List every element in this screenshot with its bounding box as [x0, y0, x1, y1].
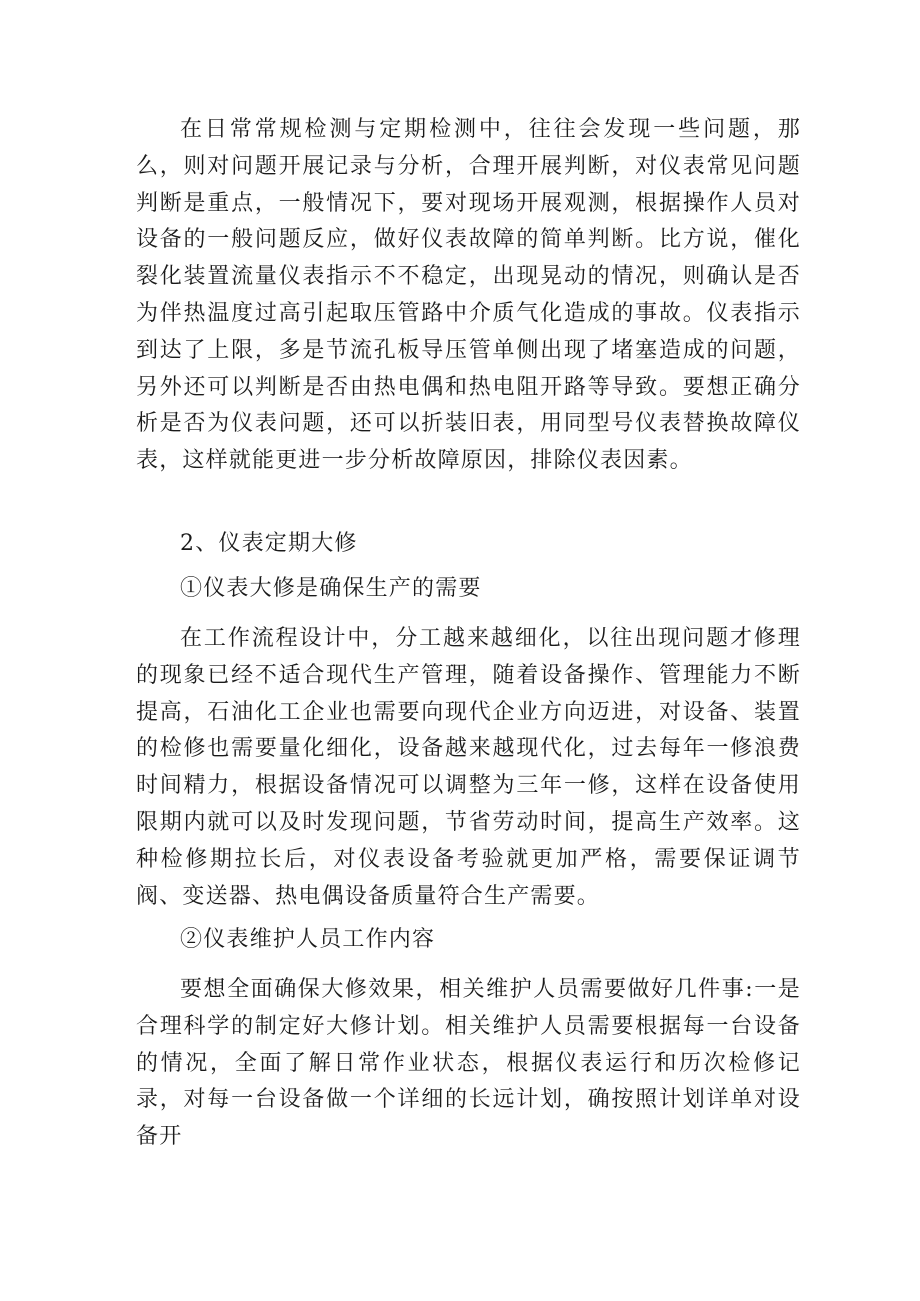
body-paragraph-inspection: 在日常常规检测与定期检测中，往往会发现一些问题，那么，则对问题开展记录与分析，合理开展判断，对仪表常见问题判断是重点，一般情况下，要对现场开展观测，根据操作人员对设备的一般问题反应，做好仪表故障的简单判断。比方说，催化裂化装置流量仪表指示不不稳定，出现晃动的情况，则确认是否为伴热温度过高引起取压管路中介质气化造成的事故。仪表指示到达了上限，多是节流孔板导压管单侧出现了堵塞造成的问题，另外还可以判断是否由热电偶和热电阻开路等导致。要想正确分析是否为仪表问题，还可以折装旧表，用同型号仪表替换故障仪表，这样就能更进一步分析故障原因，排除仪表因素。	[136, 117, 801, 474]
section-heading-overhaul: 2、仪表定期大修	[180, 531, 358, 556]
subheading-maintenance-staff: ②仪表维护人员工作内容	[180, 927, 436, 952]
subheading-overhaul-need: ①仪表大修是确保生产的需要	[180, 576, 482, 601]
body-paragraph-workflow: 在工作流程设计中，分工越来越细化，以往出现问题才修理的现象已经不适合现代生产管理，随着设备操作、管理能力不断提高，石油化工企业也需要向现代企业方向迈进，对设备、装置的检修也需要量化细化，设备越来越现代化，过去每年一修浪费时间精力，根据设备情况可以调整为三年一修，这样在设备使用限期内就可以及时发现问题，节省劳动时间，提高生产效率。这种检修期拉长后，对仪表设备考验就更加严格，需要保证调节阀、变送器、热电偶设备质量符合生产需要。	[136, 626, 801, 909]
body-paragraph-maintenance-plan: 要想全面确保大修效果，相关维护人员需要做好几件事:一是合理科学的制定好大修计划。相关维护人员需要根据每一台设备的情况，全面了解日常作业状态，根据仪表运行和历次检修记录，对每一台设备做一个详细的长远计划，确按照计划详单对设备开	[136, 977, 801, 1150]
